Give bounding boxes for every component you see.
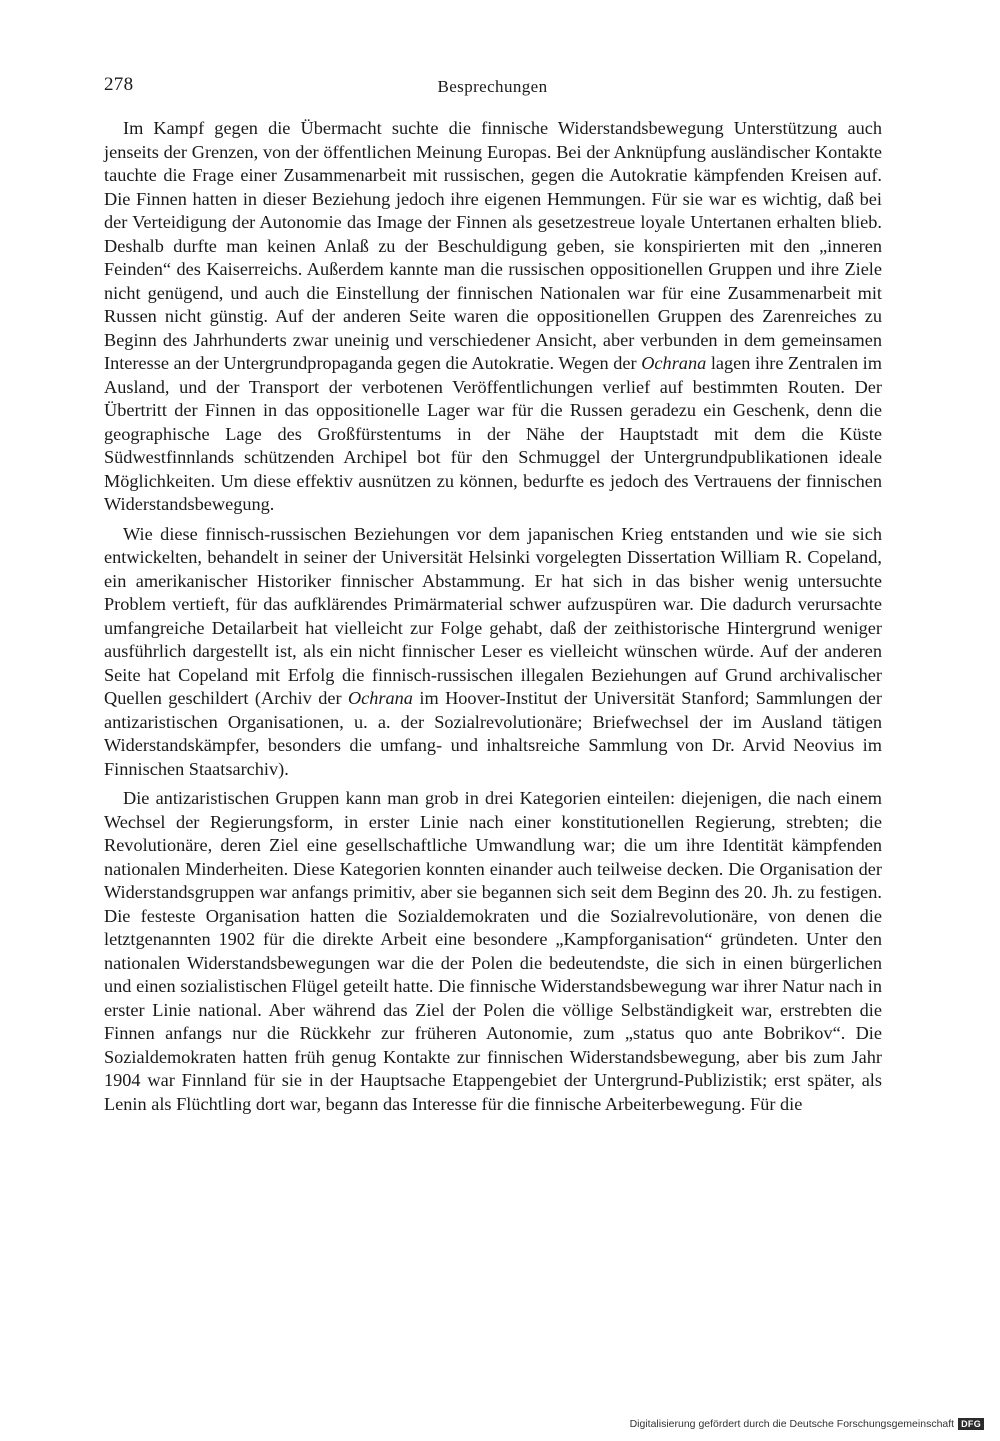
article-body	[104, 117, 882, 1116]
paragraph-2	[104, 523, 882, 782]
running-head: Besprechungen	[437, 77, 548, 96]
text-run-italic: Ochrana	[641, 353, 707, 373]
credit-text: Digitalisierung gefördert durch die Deutsche Forschungsgemeinschaft	[629, 1418, 955, 1430]
text-run: Wie diese finnisch-russischen Beziehungen vor dem japanischen Krieg entstanden und wie sie sich entwickelten, behandelt in seiner der Universität Helsinki vorgelegten Dissertation William R. Copeland, ein amerikanischer Historiker finnischer Abstammung. Er hat sich in das bisher wenig untersuchte Problem vertieft, für das aufklärendes Primärmaterial schwer aufzuspüren war. Die dadurch verursachte umfangreiche Detailarbeit hat vielleicht zur Folge gehabt, daß der zeithistorische Hintergrund weniger ausführlich dargestellt ist, als ein nicht finnischer Leser es vielleicht wünschen würde. Auf der anderen Seite hat Copeland mit Erfolg die finnisch-russischen illegalen Beziehungen auf Grund archivalischer Quellen geschildert (Archiv der	[104, 523, 882, 708]
page-number: 278	[104, 74, 134, 95]
text-run: Im Kampf gegen die Übermacht suchte die finnische Widerstandsbewegung Unterstützung auch jenseits der Grenzen, von der öffentlichen Meinung Europas. Bei der Anknüpfung ausländischer Kontakte tauchte die Frage einer Zusammenarbeit mit russischen, gegen die Autokratie kämpfenden Kreisen auf. Die Finnen hatten in dieser Beziehung jedoch ihre eigenen Hemmungen. Für sie war es wichtig, daß bei der Verteidigung der Autonomie das Image der Finnen als gesetzestreue loyale Untertanen erhalten blieb. Deshalb durfte man keinen Anlaß zu der Beschuldigung geben, sie konspirierten mit den „inneren Feinden“ des Kaiserreichs. Außerdem kannte man die russischen oppositionellen Gruppen und ihre Ziele nicht genügend, und auch die Einstellung der finnischen Nationalen war für eine Zusammenarbeit mit Russen nicht günstig. Auf der anderen Seite waren die oppositionellen Gruppen des Zarenreiches zu Beginn des Jahrhunderts zwar uneinig und verschiedener Ansicht, aber verbunden in dem gemeinsamen Interesse an der Untergrundpropaganda gegen die Autokratie. Wegen der	[104, 118, 882, 373]
paragraph-1	[104, 117, 882, 517]
text-run-italic: Ochrana	[347, 688, 413, 708]
text-run: lagen ihre Zentralen im Ausland, und der Transport der verbotenen Veröffentlichungen verlief auf bestimmten Routen. Der Übertritt der Finnen in das oppositionelle Lager war für die Russen geradezu ein Geschenk, denn die geographische Lage des Großfürstentums in der Nähe der Hauptstadt mit dem die Küste Südwestfinnlands schützenden Archipel bot für den Schmuggel der Untergrundpublikationen ideale Möglichkeiten. Um diese effektiv ausnützen zu können, bedurfte es jedoch des Vertrauens der finnischen Widerstandsbewegung.	[104, 353, 882, 514]
dfg-logo: DFG	[958, 1418, 984, 1430]
text-run: im Hoover-Institut der Universität Stanford; Sammlungen der antizaristischen Organisationen, u. a. der Sozialrevolutionäre; Briefwechsel der im Ausland tätigen Widerstandskämpfer, besonders die umfang- und inhaltsreiche Sammlung von Dr. Arvid Neovius im Finnischen Staatsarchiv).	[104, 688, 882, 779]
digitization-credit	[630, 1418, 984, 1430]
paragraph-3	[104, 787, 882, 1116]
text-run: Die antizaristischen Gruppen kann man grob in drei Kategorien einteilen: diejenigen, die nach einem Wechsel der Regierungsform, in erster Linie nach einer konstitutionellen Regierung, strebten; die Revolutionäre, deren Ziel eine gesellschaftliche Umwandlung war; die um ihre Identität kämpfenden nationalen Minderheiten. Diese Kategorien konnten einander auch teilweise decken. Die Organisation der Widerstandsgruppen war anfangs primitiv, aber sie begannen sich seit dem Beginn des 20. Jh. zu festigen. Die festeste Organisation hatten die Sozialdemokraten und die Sozialrevolutionäre, von denen die letztgenannten 1902 für die direkte Arbeit eine besondere „Kampforganisation“ gründeten. Unter den nationalen Widerstandsbewegungen war die der Polen die bedeutendste, die sich in einen bürgerlichen und einen sozialistischen Flügel geteilt hatte. Die finnische Widerstandsbewegung war ihrer Natur nach in erster Linie national. Aber während das Ziel der Polen die völlige Selbständigkeit war, erstrebten die Finnen anfangs nur die Rückkehr zur früheren Autonomie, zum „status quo ante Bobrikov“. Die Sozialdemokraten hatten früh genug Kontakte zur finnischen Widerstandsbewegung, aber bis zum Jahr 1904 war Finnland für sie in der Hauptsache Etappengebiet der Untergrund-Publizistik; erst später, als Lenin als Flüchtling dort war, begann das Interesse für die finnische Arbeiterbewegung. Für die	[104, 788, 882, 1114]
